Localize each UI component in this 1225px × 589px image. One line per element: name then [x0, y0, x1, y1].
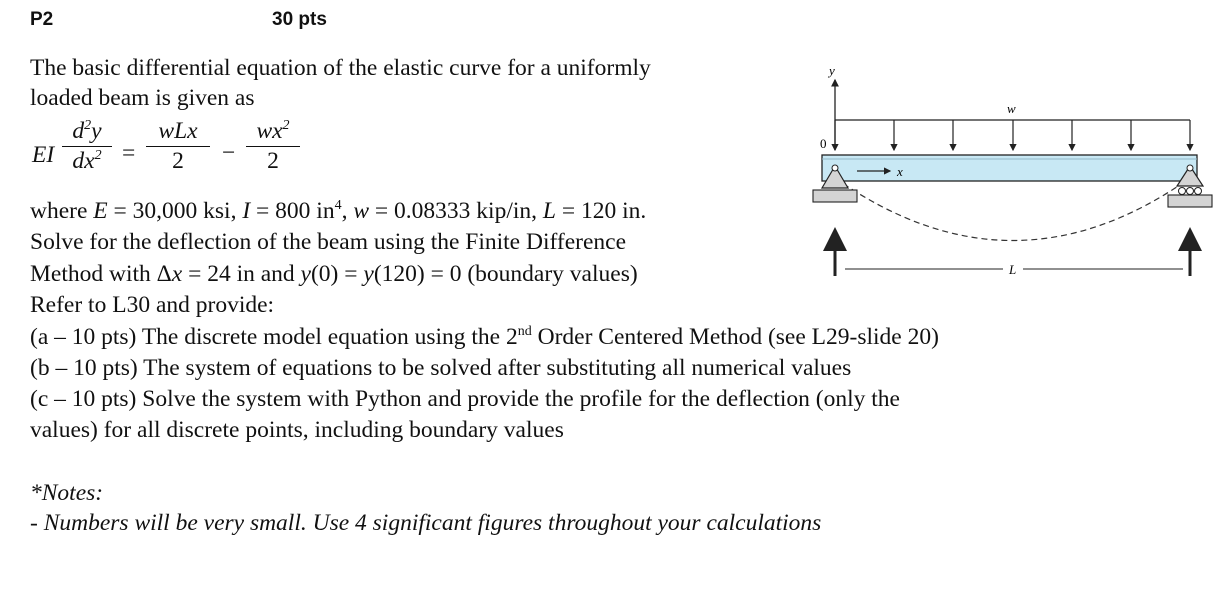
- deflection-curve: [835, 178, 1190, 241]
- intro-line-2: loaded beam is given as: [30, 85, 255, 111]
- problem-label: P2: [30, 9, 54, 30]
- x-axis-label: x: [897, 164, 903, 179]
- ei-coefficient: EI: [32, 142, 55, 168]
- minus-sign: −: [222, 140, 236, 166]
- wlx-term: wLx 2: [146, 118, 210, 175]
- notes-item: - Numbers will be very small. Use 4 significant figures throughout your calculations: [30, 510, 822, 536]
- beam-diagram: [805, 58, 1215, 283]
- part-c-line-1: (c – 10 pts) Solve the system with Python and provide the profile for the deflection (only the: [30, 386, 900, 412]
- notes-title: *Notes:: [30, 480, 104, 506]
- part-b: (b – 10 pts) The system of equations to be solved after substituting all numerical values: [30, 355, 852, 381]
- wx2-term: $wx^2$ 2: [246, 118, 300, 175]
- solve-line: Solve for the deflection of the beam using the Finite Difference: [30, 229, 627, 255]
- load-arrows: [835, 120, 1190, 150]
- origin-label: 0: [820, 136, 827, 151]
- problem-points: 30 pts: [272, 9, 327, 30]
- part-c-line-2: values) for all discrete points, including boundary values: [30, 417, 564, 443]
- refer-line: Refer to L30 and provide:: [30, 292, 275, 318]
- d2y-dx2-fraction: $d^2y$ $dx^2$: [62, 118, 112, 175]
- intro-line-1: The basic differential equation of the elastic curve for a uniformly: [30, 55, 651, 81]
- parameters-line: where E = 30,000 ksi, I = 800 $in^4$, w = 0.08333 kip/in, L = 120 in.: [30, 198, 647, 224]
- load-label: w: [1007, 101, 1016, 116]
- equals-sign: =: [122, 140, 136, 166]
- span-label: L: [1009, 262, 1017, 277]
- y-axis-label: y: [829, 63, 835, 78]
- part-a: (a – 10 pts) The discrete model equation using the 2nd Order Centered Method (see L29-slide 20): [30, 324, 939, 350]
- method-line: Method with Δx = 24 in and y(0) = y(120) = 0 (boundary values): [30, 261, 638, 287]
